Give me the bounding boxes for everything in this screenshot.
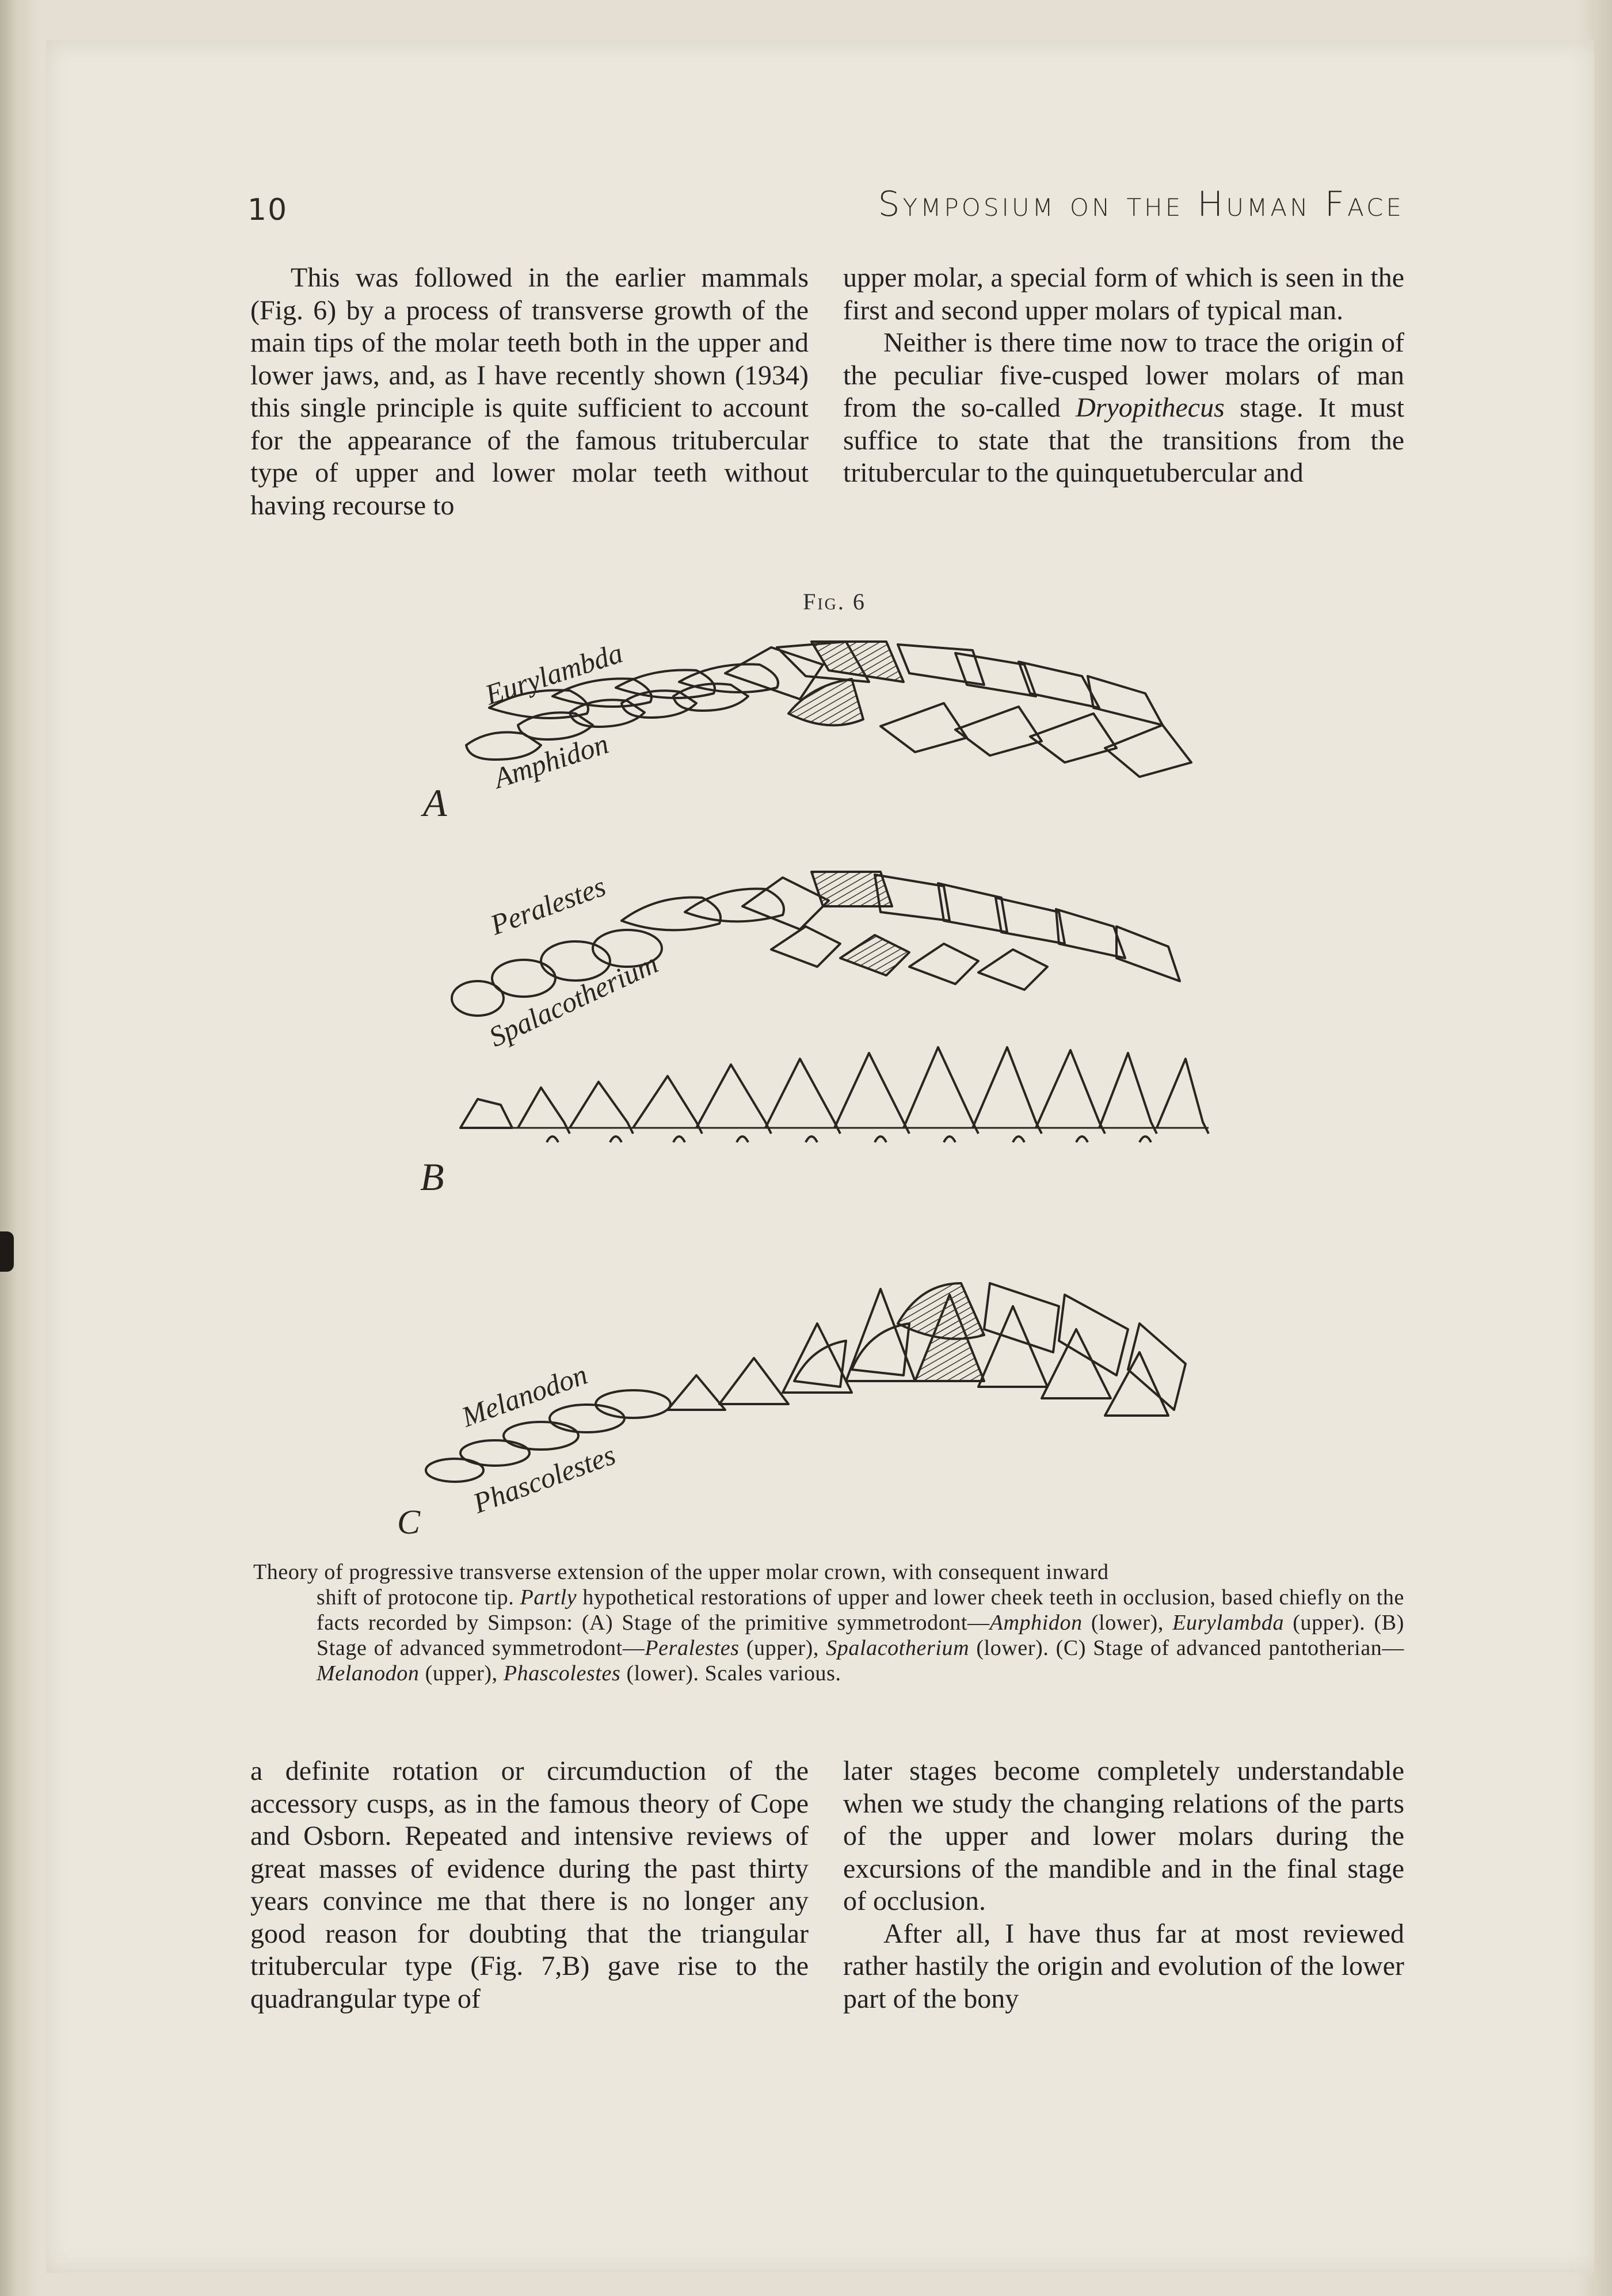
panel-label-c: C: [397, 1503, 421, 1541]
figure-caption: [253, 1559, 1404, 1686]
hatched-tooth: [788, 679, 863, 725]
paragraph-text: Neither is there time now to trace the origin of the peculiar five-cusped lower molars of man from the so-called: [843, 327, 1404, 423]
caption-body: [253, 1585, 1404, 1686]
caption-italic: Partly: [520, 1585, 577, 1610]
panel-label-a: A: [423, 781, 447, 825]
paragraph: After all, I have thus far at most reviewed rather hastily the origin and evolution of the lower part of the bony: [843, 1918, 1404, 2014]
caption-genus: Peralestes: [645, 1636, 740, 1660]
caption-first-line: Theory of progressive transverse extension of the upper molar crown, with consequent inward: [253, 1560, 1109, 1584]
caption-genus: Phascolestes: [503, 1661, 621, 1685]
paragraph: This was followed in the earlier mammals (Fig. 6) by a process of transverse growth of the main tips of the molar teeth both in the upper and lower jaws, and, as I have recently shown (1934) this single principle is quite sufficient to account for the appearance of the famous tritubercular type of upper and lower molar teeth without having recourse to: [250, 262, 809, 521]
paragraph: upper molar, a special form of which is seen in the first and second upper molars of typical man.: [843, 262, 1404, 326]
caption-text: (upper). (B) Stage of advanced symmetrodont—: [317, 1611, 1404, 1660]
paragraph: later stages become completely understandable when we study the changing relations of the parts of the upper and lower molars during the excursions of the mandible and in the final stage of occlusion.: [843, 1756, 1404, 1916]
caption-genus: Amphidon: [989, 1611, 1083, 1635]
caption-genus: Melanodon: [317, 1661, 420, 1685]
caption-text: shift of protocone tip.: [317, 1585, 515, 1610]
caption-text: (upper),: [425, 1661, 498, 1685]
label-phascolestes: Phascolestes: [468, 1438, 620, 1520]
label-eurylambda: Eurylambda: [481, 636, 627, 711]
caption-genus: Eurylambda: [1172, 1611, 1285, 1635]
paragraph: a definite rotation or circumduction of the accessory cusps, as in the famous theory of Cope and Osborn. Repeated and intensive reviews of great masses of evidence during the past thirty years convince me that there is no longer any good reason for doubting that the triangular tritubercular type (Fig. 7,B) gave rise to the quadrangular type of: [250, 1756, 809, 2014]
running-title: Symposium on the Human Face: [878, 184, 1404, 224]
genus-name: Dryopithecus: [1076, 392, 1225, 423]
caption-text: (lower),: [1091, 1611, 1164, 1635]
caption-genus: Spalacotherium: [826, 1636, 970, 1660]
label-spalacotherium: Spalacotherium: [483, 947, 663, 1053]
caption-text: (lower). Scales various.: [626, 1661, 841, 1685]
paragraph-text: stage. It must suffice to state that the transitions from the tritubercular to the quinquetubercular and: [843, 392, 1405, 488]
bottom-left-column: [250, 1755, 809, 2015]
caption-text: (lower). (C) Stage of advanced pantotherian—: [976, 1636, 1405, 1660]
caption-text: (upper),: [746, 1636, 819, 1660]
label-amphidon: Amphidon: [490, 727, 612, 795]
label-melanodon: Melanodon: [457, 1357, 592, 1433]
figure-title: Fig. 6: [803, 589, 866, 615]
bottom-right-column: [843, 1755, 1404, 2015]
caption-text: hypothetical restorations of upper and lower cheek teeth in occlusion, based chiefly on the facts recorded by Simpson: (A) Stage of the primitive symmetrodont—: [317, 1585, 1404, 1635]
label-peralestes: Peralestes: [486, 869, 610, 941]
panel-label-b: B: [420, 1155, 444, 1199]
page-number: 10: [247, 193, 288, 227]
panel-b-lateral-teeth: [460, 1047, 1209, 1142]
